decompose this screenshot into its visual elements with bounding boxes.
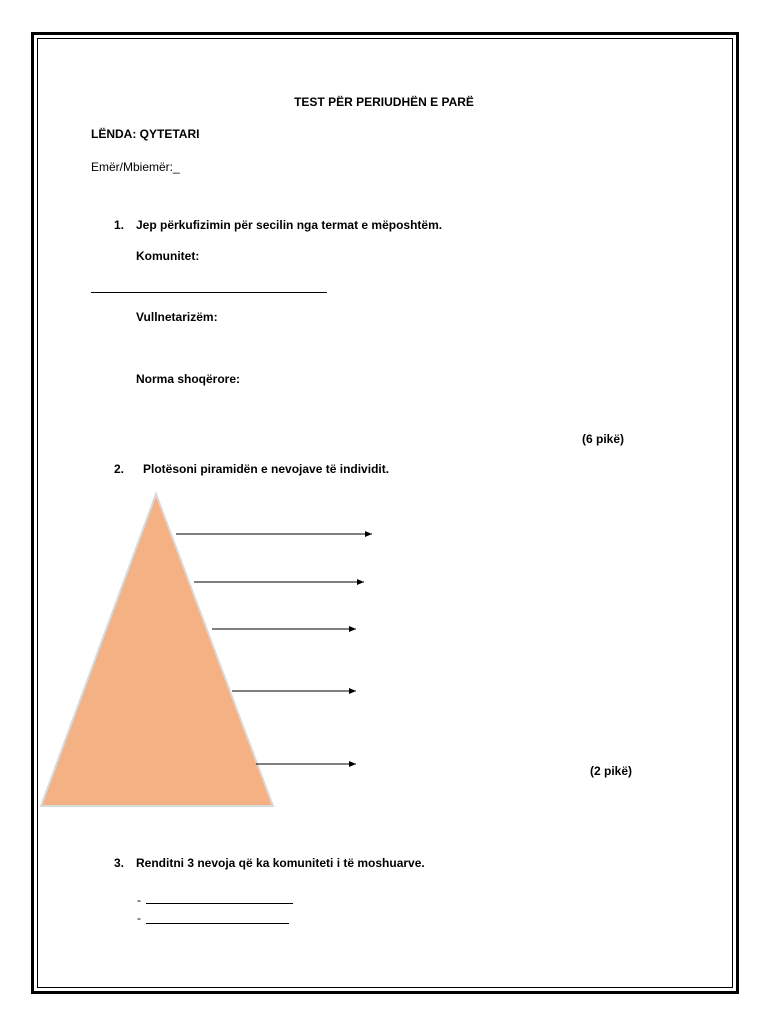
pyramid-triangle (41, 494, 273, 806)
q1-points: (6 pikë) (582, 432, 625, 446)
test-title: TEST PËR PERIUDHËN E PARË (294, 95, 474, 109)
q3-answer-line-1[interactable] (146, 903, 293, 904)
q3-number: 3. (114, 856, 125, 870)
q3-dash-1: - (137, 893, 141, 907)
subject-label: LËNDA: QYTETARI (91, 127, 200, 141)
name-label: Emër/Mbiemër:_ (91, 160, 180, 174)
q1-text: Jep përkufizimin për secilin nga termat e mëposhtëm. (136, 218, 443, 232)
q1-term-vullnetarizem: Vullnetarizëm: (136, 310, 218, 324)
q3-answer-line-2[interactable] (146, 923, 289, 924)
q3-dash-2: - (137, 911, 141, 925)
q1-term-norma: Norma shoqërore: (136, 372, 241, 386)
q2-text: Plotësoni piramidën e nevojave të individit. (143, 462, 390, 476)
q1-number: 1. (114, 218, 125, 232)
q2-points: (2 pikë) (590, 764, 633, 778)
q2-number: 2. (114, 462, 125, 476)
q3-text: Renditni 3 nevoja që ka komuniteti i të moshuarve. (136, 856, 425, 870)
q1-term-komunitet: Komunitet: (136, 249, 200, 263)
